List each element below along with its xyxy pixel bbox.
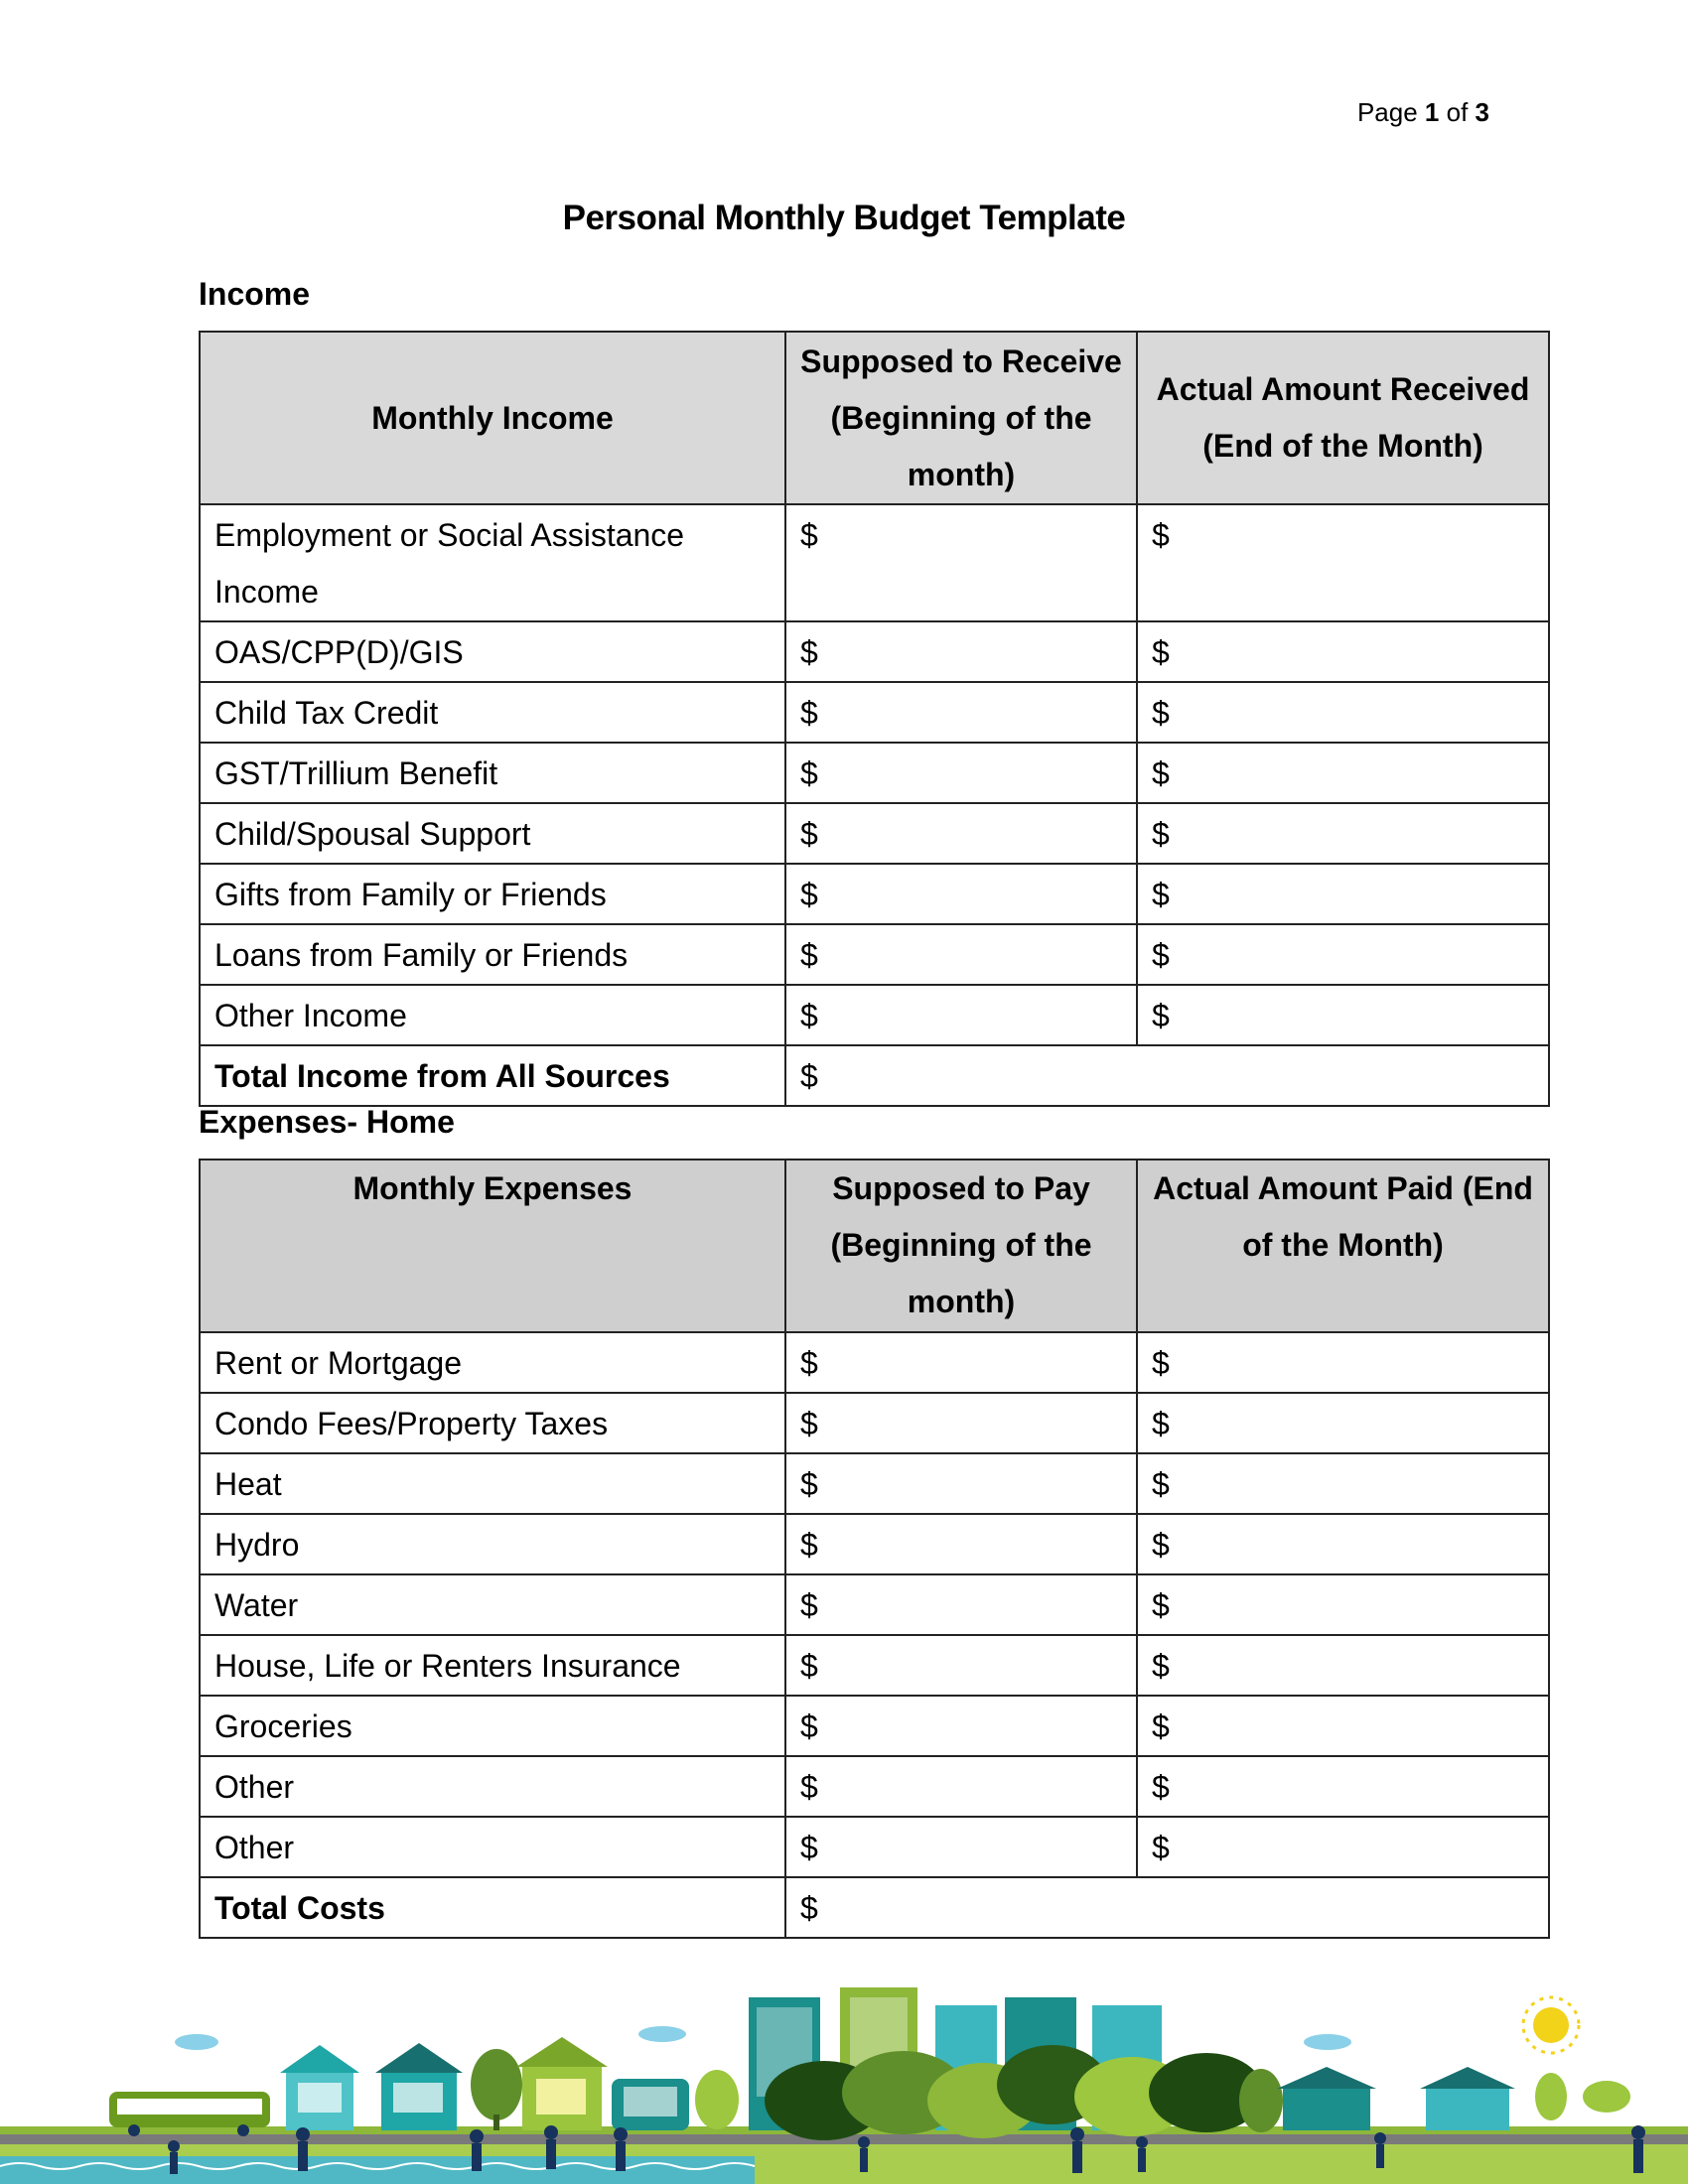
page-of: of — [1446, 97, 1469, 127]
income-row-label: Loans from Family or Friends — [200, 924, 785, 985]
expense-actual-amount[interactable]: $ — [1137, 1756, 1549, 1817]
city-skyline-illustration — [0, 1976, 1688, 2184]
expense-total-row — [200, 1877, 1549, 1938]
income-row — [200, 924, 1549, 985]
income-expected-amount[interactable]: $ — [785, 621, 1137, 682]
expense-row-label: Rent or Mortgage — [200, 1332, 785, 1393]
expense-row-label: Heat — [200, 1453, 785, 1514]
income-actual-amount[interactable]: $ — [1137, 803, 1549, 864]
expense-expected-amount[interactable]: $ — [785, 1332, 1137, 1393]
expense-expected-amount[interactable]: $ — [785, 1453, 1137, 1514]
page-current: 1 — [1424, 97, 1440, 127]
income-header-row — [200, 332, 1549, 504]
income-actual-amount[interactable]: $ — [1137, 985, 1549, 1045]
income-total-row — [200, 1045, 1549, 1106]
expense-row — [200, 1453, 1549, 1514]
expense-expected-amount[interactable]: $ — [785, 1756, 1137, 1817]
income-total-amount[interactable]: $ — [785, 1045, 1549, 1106]
expense-actual-amount[interactable]: $ — [1137, 1332, 1549, 1393]
expenses-col-actual: Actual Amount Paid (End of the Month) — [1137, 1160, 1549, 1332]
expense-total-label: Total Costs — [200, 1877, 785, 1938]
income-expected-amount[interactable]: $ — [785, 985, 1137, 1045]
sun-icon — [1523, 1997, 1579, 2053]
expense-row-label: Other — [200, 1756, 785, 1817]
expense-actual-amount[interactable]: $ — [1137, 1817, 1549, 1877]
income-expected-amount[interactable]: $ — [785, 803, 1137, 864]
income-table — [199, 331, 1550, 1107]
income-row-label: Child/Spousal Support — [200, 803, 785, 864]
expense-expected-amount[interactable]: $ — [785, 1696, 1137, 1756]
expense-actual-amount[interactable]: $ — [1137, 1635, 1549, 1696]
income-actual-amount[interactable]: $ — [1137, 743, 1549, 803]
income-row — [200, 985, 1549, 1045]
income-row — [200, 621, 1549, 682]
expense-row-label: Groceries — [200, 1696, 785, 1756]
house-icon — [1420, 2067, 1515, 2130]
income-actual-amount[interactable]: $ — [1137, 682, 1549, 743]
income-row-label: Child Tax Credit — [200, 682, 785, 743]
tree-icon — [695, 2070, 739, 2129]
income-actual-amount[interactable]: $ — [1137, 924, 1549, 985]
expenses-table — [199, 1159, 1550, 1939]
income-heading: Income — [199, 276, 311, 312]
income-expected-amount[interactable]: $ — [785, 924, 1137, 985]
income-row-label: Other Income — [200, 985, 785, 1045]
income-col-item: Monthly Income — [200, 332, 785, 504]
income-total-label: Total Income from All Sources — [200, 1045, 785, 1106]
income-col-actual: Actual Amount Received (End of the Month) — [1137, 332, 1549, 504]
income-expected-amount[interactable]: $ — [785, 504, 1137, 621]
expense-actual-amount[interactable]: $ — [1137, 1393, 1549, 1453]
expense-row-label: Water — [200, 1574, 785, 1635]
expenses-col-item: Monthly Expenses — [200, 1160, 785, 1332]
expense-row — [200, 1817, 1549, 1877]
expense-row-label: House, Life or Renters Insurance — [200, 1635, 785, 1696]
expense-row-label: Condo Fees/Property Taxes — [200, 1393, 785, 1453]
income-row-label: OAS/CPP(D)/GIS — [200, 621, 785, 682]
income-row-label: GST/Trillium Benefit — [200, 743, 785, 803]
income-row — [200, 743, 1549, 803]
house-icon — [516, 2037, 608, 2130]
expense-actual-amount[interactable]: $ — [1137, 1453, 1549, 1514]
income-row — [200, 803, 1549, 864]
income-actual-amount[interactable]: $ — [1137, 621, 1549, 682]
income-actual-amount[interactable]: $ — [1137, 504, 1549, 621]
page-label: Page — [1356, 97, 1418, 127]
income-col-expected: Supposed to Receive (Beginning of the month) — [785, 332, 1137, 504]
expenses-col-expected: Supposed to Pay (Beginning of the month) — [785, 1160, 1137, 1332]
expense-row-label: Other — [200, 1817, 785, 1877]
house-icon — [375, 2043, 463, 2130]
expense-expected-amount[interactable]: $ — [785, 1635, 1137, 1696]
house-icon — [280, 2045, 359, 2130]
expense-row-label: Hydro — [200, 1514, 785, 1574]
document-title: Personal Monthly Budget Template — [562, 199, 1126, 237]
expenses-heading: Expenses- Home — [199, 1104, 455, 1140]
income-row — [200, 864, 1549, 924]
building-icon — [612, 2079, 689, 2130]
income-row-label: Employment or Social Assistance Income — [200, 504, 785, 621]
page-number — [1357, 97, 1489, 128]
expense-row — [200, 1756, 1549, 1817]
expense-actual-amount[interactable]: $ — [1137, 1574, 1549, 1635]
expense-total-amount[interactable]: $ — [785, 1877, 1549, 1938]
expense-expected-amount[interactable]: $ — [785, 1574, 1137, 1635]
expense-expected-amount[interactable]: $ — [785, 1514, 1137, 1574]
expense-row — [200, 1514, 1549, 1574]
expense-actual-amount[interactable]: $ — [1137, 1696, 1549, 1756]
expense-actual-amount[interactable]: $ — [1137, 1514, 1549, 1574]
income-row — [200, 682, 1549, 743]
expense-row — [200, 1635, 1549, 1696]
income-row — [200, 504, 1549, 621]
house-icon — [1277, 2067, 1376, 2130]
tree-icon — [471, 2049, 522, 2130]
income-row-label: Gifts from Family or Friends — [200, 864, 785, 924]
expense-row — [200, 1332, 1549, 1393]
expense-row — [200, 1393, 1549, 1453]
expenses-header-row — [200, 1160, 1549, 1332]
expense-row — [200, 1574, 1549, 1635]
income-expected-amount[interactable]: $ — [785, 682, 1137, 743]
income-expected-amount[interactable]: $ — [785, 743, 1137, 803]
expense-row — [200, 1696, 1549, 1756]
page-total: 3 — [1475, 97, 1489, 127]
income-actual-amount[interactable]: $ — [1137, 864, 1549, 924]
income-expected-amount[interactable]: $ — [785, 864, 1137, 924]
expense-expected-amount[interactable]: $ — [785, 1393, 1137, 1453]
expense-expected-amount[interactable]: $ — [785, 1817, 1137, 1877]
